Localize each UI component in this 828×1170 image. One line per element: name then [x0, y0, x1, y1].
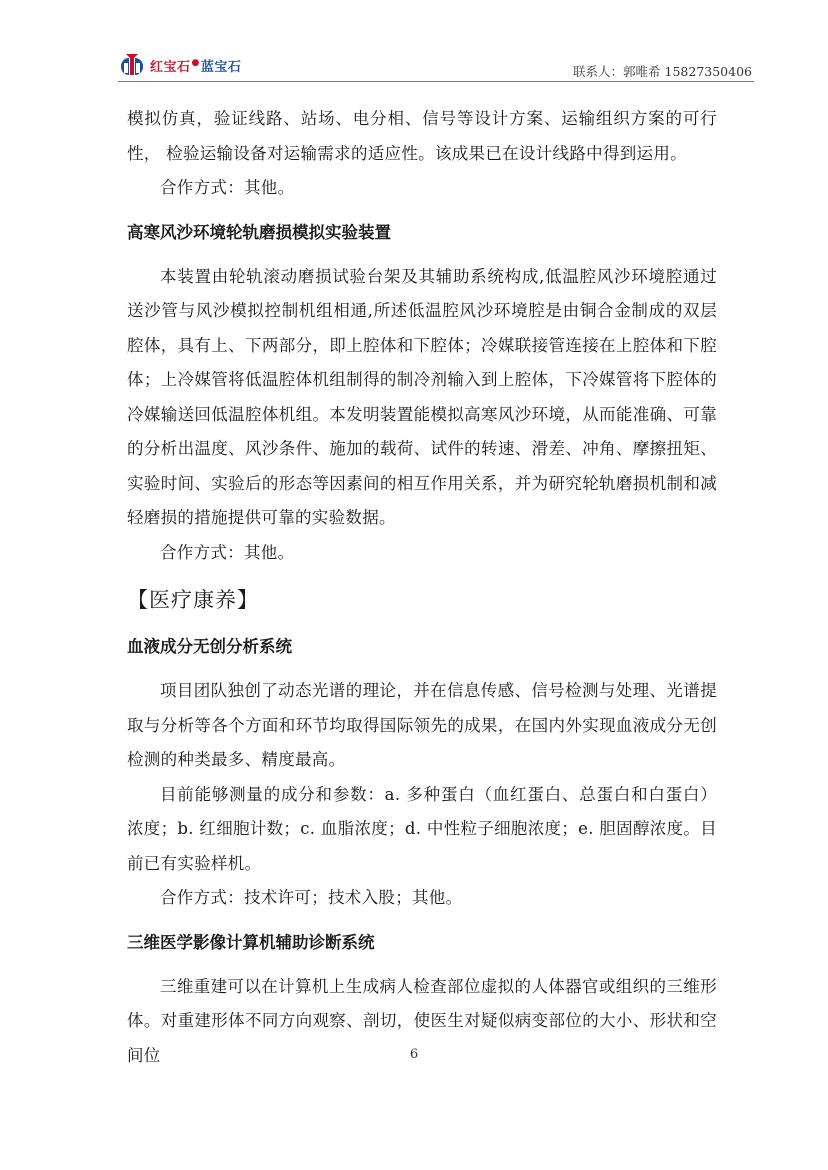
paragraph-wear-device: 本装置由轮轨滚动磨损试验台架及其辅助系统构成,低温腔风沙环境腔通过送沙管与风沙模拟控制机组相通,所述低温腔风沙环境腔是由铜合金制成的双层腔体，具有上、下两部分，即上腔体和下腔体；冷媒联接管连接在上腔体和下腔体；上冷媒管将低温腔体机组制得的制冷剂输入到上腔体，下冷媒管将下腔体的冷媒输送回低温腔体机组。本发明装置能模拟高寒风沙环境，从而能准确、可靠的分析出温度、风沙条件、施加的载荷、试件的转速、滑差、冲角、摩擦扭矩、实验时间、实验后的形态等因素间的相互作用关系，并为研究轮轨磨损机制和减轻磨损的措施提供可靠的实验数据。 — [127, 266, 717, 527]
paragraph-simulation-cont: 模拟仿真，验证线路、站场、电分相、信号等设计方案、运输组织方案的可行性， 检验运输设备对运输需求的适应性。该成果已在设计线路中得到运用。 — [127, 109, 717, 163]
page-number: 6 — [409, 1047, 419, 1062]
page-header — [118, 50, 754, 82]
document-body — [127, 102, 717, 1073]
heading-blood-analysis: 血液成分无创分析系统 — [127, 637, 292, 656]
company-logo — [118, 50, 241, 80]
header-divider — [118, 81, 754, 82]
paragraph-3d-imaging: 三维重建可以在计算机上生成病人检查部位虚拟的人体器官或组织的三维形体。对重建形体不同方向观察、剖切，使医生对疑似病变部位的大小、形状和空间位 — [127, 976, 717, 1065]
heading-wear-device: 高寒风沙环境轮轨磨损模拟实验装置 — [127, 222, 391, 242]
logo-text — [150, 56, 241, 75]
logo-mark-icon — [118, 51, 146, 79]
logo-dot: ● — [191, 58, 200, 69]
cooperation-line: 合作方式：技术许可；技术入股；其他。 — [160, 888, 463, 907]
cooperation-line: 合作方式：其他。 — [160, 178, 295, 197]
logo-text-red: 红宝石 — [150, 59, 191, 75]
contact-info: 联系人：郭唯希 15827350406 — [573, 64, 752, 79]
cooperation-line: 合作方式：其他。 — [160, 542, 295, 562]
section-title-medical: 【医疗康养】 — [127, 588, 259, 612]
logo-text-blue: 蓝宝石 — [200, 59, 242, 75]
paragraph-blood-analysis-2: 目前能够测量的成分和参数：a. 多种蛋白（血红蛋白、总蛋白和白蛋白） 浓度；b. 红细胞计数；c. 血脂浓度；d. 中性粒子细胞浓度；e. 胆固醇浓度。目前已有实验样机。 — [127, 784, 717, 873]
heading-3d-imaging: 三维医学影像计算机辅助诊断系统 — [127, 932, 375, 952]
paragraph-blood-analysis-1: 项目团队独创了动态光谱的理论，并在信息传感、信号检测与处理、光谱提取与分析等各个方面和环节均取得国际领先的成果，在国内外实现血液成分无创检测的种类最多、精度最高。 — [127, 681, 717, 769]
